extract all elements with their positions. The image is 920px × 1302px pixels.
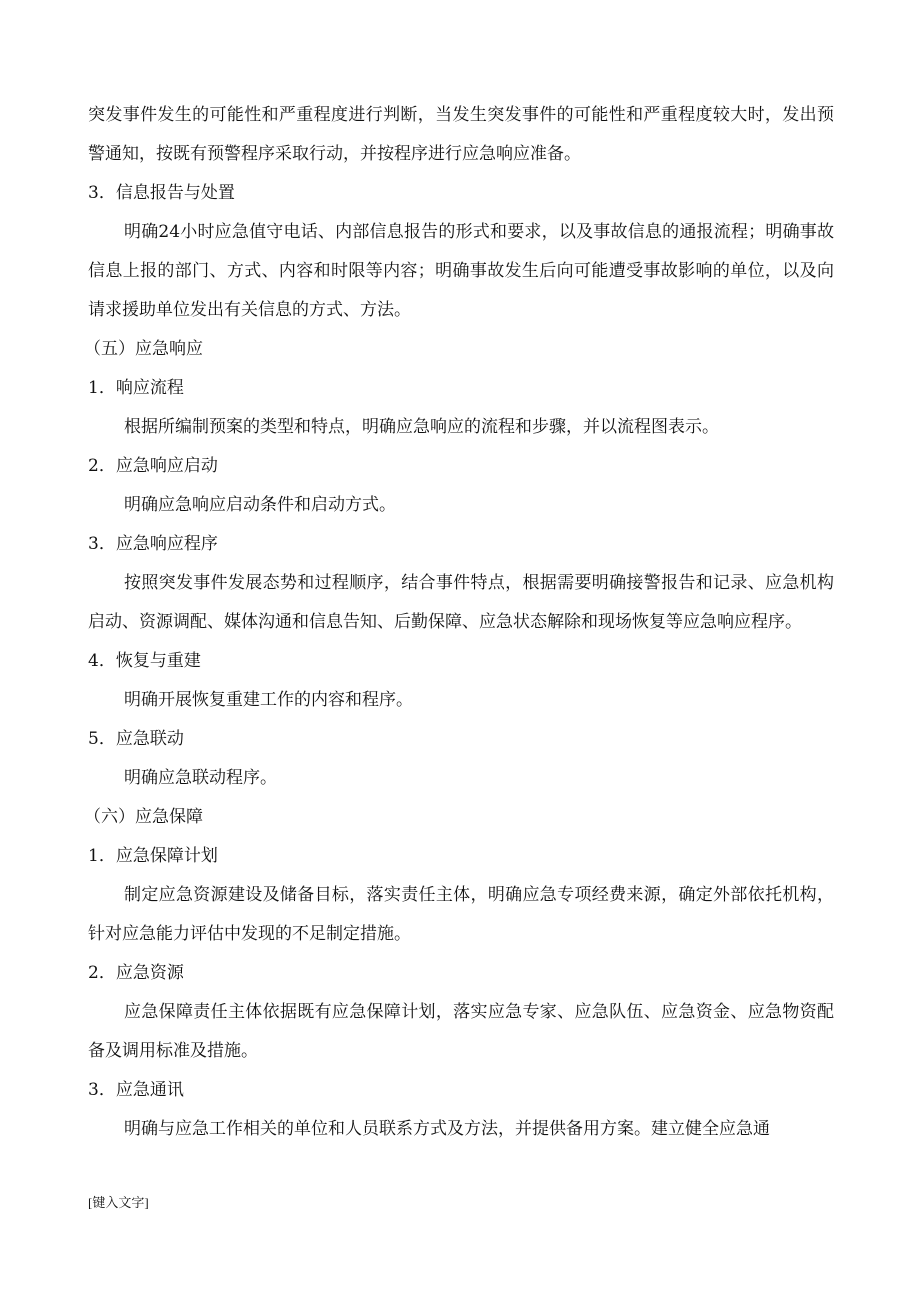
heading-response-start: 2．应急响应启动: [88, 456, 218, 476]
paragraph-response-start: 明确应急响应启动条件和启动方式。: [124, 495, 396, 515]
paragraph-communication: 明确与应急工作相关的单位和人员联系方式及方法，并提供备用方案。建立健全应急通: [124, 1119, 770, 1139]
paragraph-warning-continued: 突发事件发生的可能性和严重程度进行判断，当发生突发事件的可能性和严重程度较大时，发出预警通知，按既有预警程序采取行动，并按程序进行应急响应准备。: [88, 105, 834, 164]
heading-response-procedure: 3．应急响应程序: [88, 534, 218, 554]
heading-recovery: 4．恢复与重建: [88, 651, 201, 671]
paragraph-resources: 应急保障责任主体依据既有应急保障计划，落实应急专家、应急队伍、应急资金、应急物资配备及调用标准及措施。: [88, 1002, 834, 1061]
heading-info-report: 3．信息报告与处置: [88, 183, 235, 203]
section-heading-emergency-response: （五）应急响应: [84, 339, 203, 359]
paragraph-recovery: 明确开展恢复重建工作的内容和程序。: [124, 690, 413, 710]
heading-response-flow: 1．响应流程: [88, 378, 184, 398]
section-heading-emergency-support: （六）应急保障: [84, 807, 203, 827]
paragraph-response-procedure: 按照突发事件发展态势和过程顺序，结合事件特点，根据需要明确接警报告和记录、应急机构启动、资源调配、媒体沟通和信息告知、后勤保障、应急状态解除和现场恢复等应急响应程序。: [88, 573, 834, 632]
paragraph-response-flow: 根据所编制预案的类型和特点，明确应急响应的流程和步骤，并以流程图表示。: [124, 417, 719, 437]
heading-communication: 3．应急通讯: [88, 1080, 184, 1100]
heading-support-plan: 1．应急保障计划: [88, 846, 218, 866]
footer-placeholder-text[interactable]: [键入文字]: [88, 1195, 149, 1210]
paragraph-info-report: 明确24小时应急值守电话、内部信息报告的形式和要求，以及事故信息的通报流程；明确事故信息上报的部门、方式、内容和时限等内容；明确事故发生后向可能遭受事故影响的单位，以及向请求援助单位发出有关信息的方式、方法。: [88, 222, 834, 320]
paragraph-support-plan: 制定应急资源建设及储备目标，落实责任主体，明确应急专项经费来源，确定外部依托机构，针对应急能力评估中发现的不足制定措施。: [88, 885, 834, 944]
heading-resources: 2．应急资源: [88, 963, 184, 983]
heading-linkage: 5．应急联动: [88, 729, 184, 749]
paragraph-linkage: 明确应急联动程序。: [124, 768, 277, 788]
document-body: [84, 96, 834, 1149]
